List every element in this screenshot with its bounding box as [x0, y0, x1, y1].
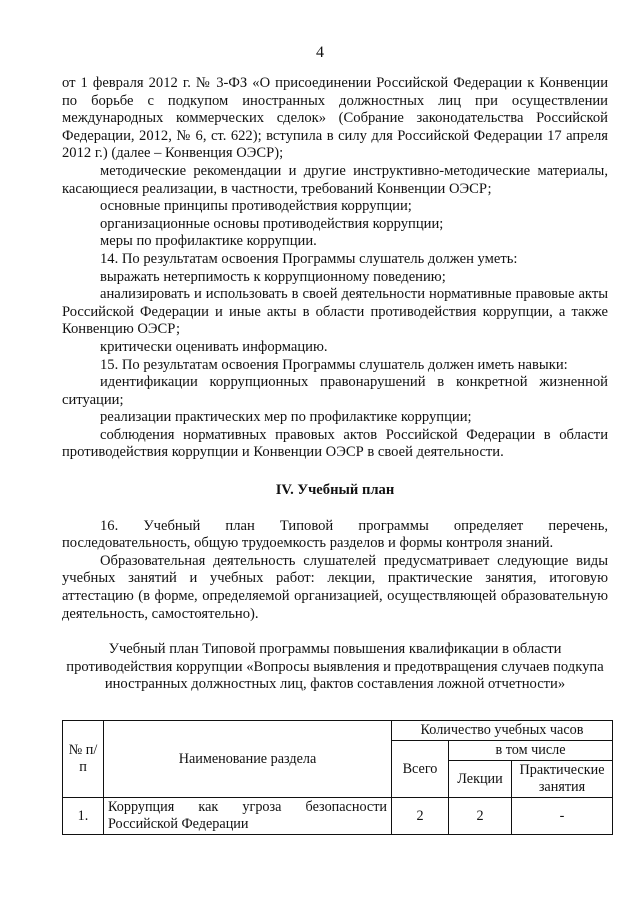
paragraph: реализации практических мер по профилактике коррупции;	[100, 409, 472, 426]
paragraph: анализировать и использовать в своей деятельности нормативные правовые акты Российской Федерации и иные акты в области противодействия коррупции, а также Конвенцию ОЭСР;	[62, 286, 608, 338]
header-including: в том числе	[449, 741, 613, 761]
paragraph: 16. Учебный план Типовой программы определяет перечень, последовательность, общую трудоемкость разделов и формы контроля знаний.	[62, 517, 608, 552]
paragraph: 14. По результатам освоения Программы слушатель должен уметь:	[100, 250, 518, 267]
paragraph: организационные основы противодействия коррупции;	[100, 215, 444, 232]
curriculum-title: Учебный план Типовой программы повышения квалификации в области противодействия коррупции «Вопросы выявления и предотвращения случаев подкупа иностранных должностных лиц, фактов составления ложной отчетности»	[66, 641, 604, 693]
section-heading: IV. Учебный план	[275, 482, 395, 499]
row-total: 2	[392, 798, 449, 835]
header-name: Наименование раздела	[104, 721, 392, 798]
row-name: Коррупция как угроза безопасности Российской Федерации	[104, 798, 392, 835]
curriculum-table	[62, 720, 613, 835]
document-body	[62, 75, 608, 694]
header-lectures: Лекции	[449, 761, 512, 798]
page-number: 4	[316, 44, 324, 61]
row-practice: -	[512, 798, 613, 835]
paragraph: 15. По результатам освоения Программы слушатель должен иметь навыки:	[100, 356, 568, 373]
paragraph: соблюдения нормативных правовых актов Российской Федерации в области противодействия коррупции и Конвенции ОЭСР в своей деятельности.	[62, 426, 608, 461]
header-num: № п/п	[63, 721, 104, 798]
table-row	[63, 798, 613, 835]
header-total: Всего	[392, 741, 449, 798]
paragraph: основные принципы противодействия коррупции;	[100, 198, 412, 215]
paragraph: Образовательная деятельность слушателей предусматривает следующие виды учебных занятий и учебных работ: лекции, практические занятия, итоговую аттестацию (в форме, определяемой организацией, осуществляющей образовательную деятельность, самостоятельно).	[62, 552, 608, 622]
paragraph: критически оценивать информацию.	[100, 338, 328, 355]
paragraph: идентификации коррупционных правонарушений в конкретной жизненной ситуации;	[62, 374, 608, 408]
paragraph: методические рекомендации и другие инструктивно-методические материалы, касающиеся реализации, в частности, требований Конвенции ОЭСР;	[62, 162, 608, 197]
paragraph: выражать нетерпимость к коррупционному поведению;	[100, 268, 446, 285]
paragraph: от 1 февраля 2012 г. № 3-ФЗ «О присоединении Российской Федерации к Конвенции по борьбе с подкупом иностранных должностных лиц при осуществлении международных коммерческих сделок» (Собрание законодательства Российской Федерации, 2012, № 6, ст. 622); вступила в силу для Российской Федерации 17 апреля 2012 г.) (далее – Конвенция ОЭСР);	[62, 75, 608, 162]
header-practice: Практические занятия	[512, 761, 613, 798]
header-hours: Количество учебных часов	[392, 721, 613, 741]
row-num: 1.	[63, 798, 104, 835]
paragraph: меры по профилактике коррупции.	[100, 233, 317, 250]
row-lectures: 2	[449, 798, 512, 835]
